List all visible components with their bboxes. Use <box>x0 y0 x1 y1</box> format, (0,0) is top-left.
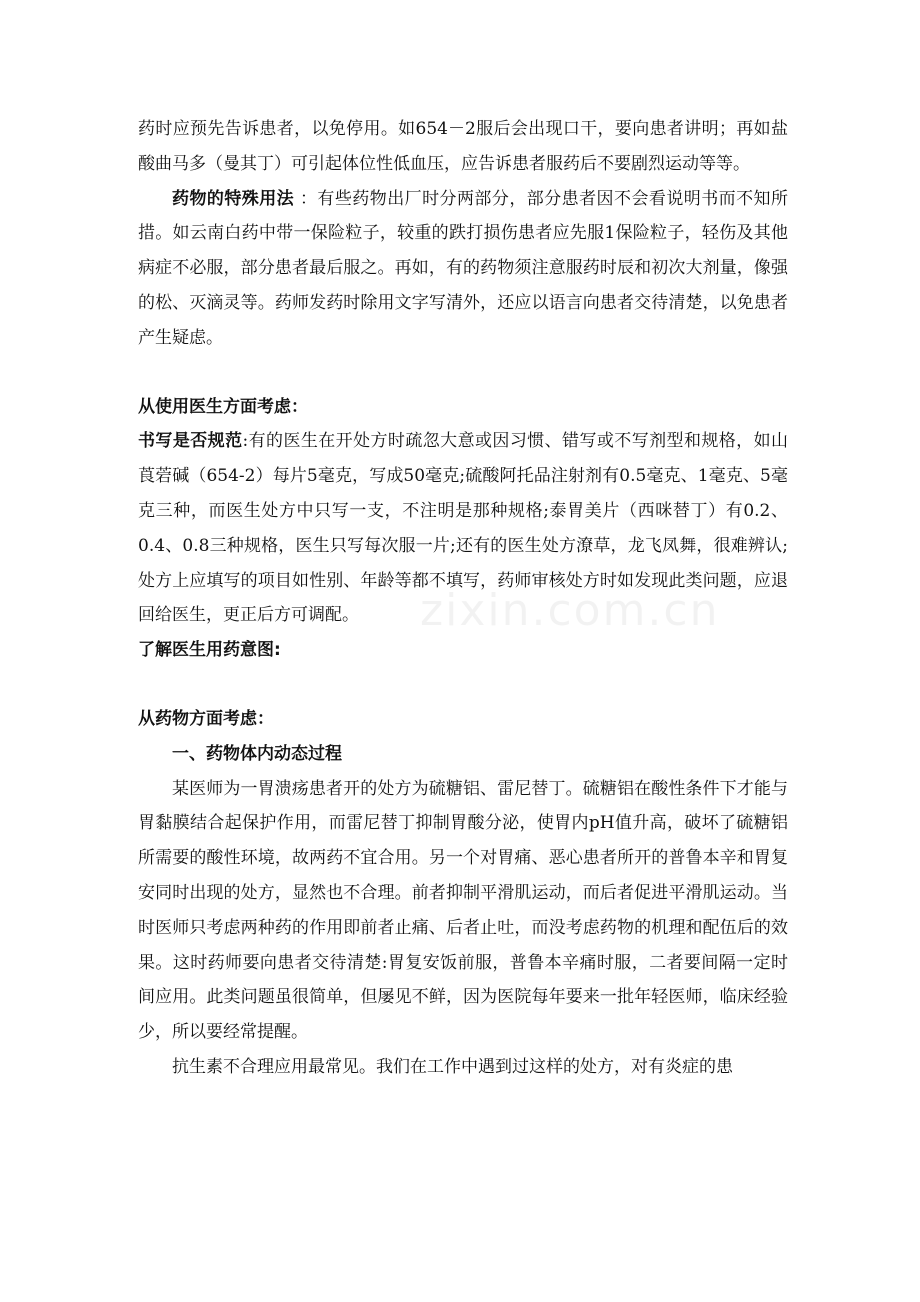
paragraph-writing-standard <box>138 424 788 633</box>
spacer <box>138 668 788 702</box>
paragraph-drug-interaction: 某医师为一胃溃疡患者开的处方为硫糖铝、雷尼替丁。硫糖铝在酸性条件下才能与胃黏膜结合起保护作用，而雷尼替丁抑制胃酸分泌，使胃内pH值升高，破坏了硫糖铝所需要的酸性环境，故两药不宜合用。另一个对胃痛、恶心患者所开的普鲁本辛和胃复安同时出现的处方，显然也不合理。前者抑制平滑肌运动，而后者促进平滑肌运动。当时医师只考虑两种药的作用即前者止痛、后者止吐，而没考虑药物的机理和配伍后的效果。这时药师要向患者交待清楚:胃复安饭前服，普鲁本辛痛时服，二者要间隔一定时间应用。此类问题虽很简单，但屡见不鲜，因为医院每年要来一批年轻医师，临床经验少，所以要经常提醒。 <box>138 778 788 1043</box>
special-usage-body: ：有些药物出厂时分两部分，部分患者因不会看说明书而不知所措。如云南白药中带一保险粒子，较重的跌打损伤患者应先服1保险粒子，轻伤及其他病症不必服，部分患者最后服之。再如，有的药物须注意服药时辰和初次大剂量，像强的松、灭滴灵等。药师发药时除用文字写清外，还应以语言向患者交待清楚，以免患者产生疑虑。 <box>138 188 789 348</box>
paragraph-antibiotics: 抗生素不合理应用最常见。我们在工作中遇到过这样的处方，对有炎症的患 <box>172 1056 733 1077</box>
heading-doctor-aspect: 从使用医生方面考虑： <box>138 396 308 417</box>
writing-standard-title: 书写是否规范 <box>138 431 243 452</box>
document-page <box>138 112 788 1085</box>
heading-doctor-intent: 了解医生用药意图: <box>138 640 281 661</box>
paragraph-side-effects: 药时应预先告诉患者，以免停用。如654－2服后会出现口干，要向患者讲明；再如盐酸曲马多（曼其丁）可引起体位性低血压，应告诉患者服药后不要剧烈运动等等。 <box>138 119 788 174</box>
watermark-text: zixin.com.cn <box>420 585 720 636</box>
writing-standard-body: :有的医生在开处方时疏忽大意或因习惯、错写或不写剂型和规格，如山莨菪碱（654-2）每片5毫克，写成50毫克;硫酸阿托品注射剂有0.5毫克、1毫克、5毫克三种，而医生处方中只写一支，不注明是那种规格;泰胃美片（西咪替丁）有0.2、0.4、0.8三种规格，医生只写每次服一片;还有的医生处方潦草，龙飞凤舞，很难辨认;处方上应填写的项目如性别、年龄等都不填写，药师审核处方时如发现此类问题，应退回给医生，更正后方可调配。 <box>138 431 789 626</box>
heading-drug-dynamics: 一、药物体内动态过程 <box>172 743 342 764</box>
heading-drug-aspect: 从药物方面考虑： <box>138 708 274 729</box>
spacer <box>138 356 788 390</box>
paragraph-special-usage <box>138 182 788 356</box>
special-usage-title: 药物的特殊用法 <box>172 188 295 209</box>
